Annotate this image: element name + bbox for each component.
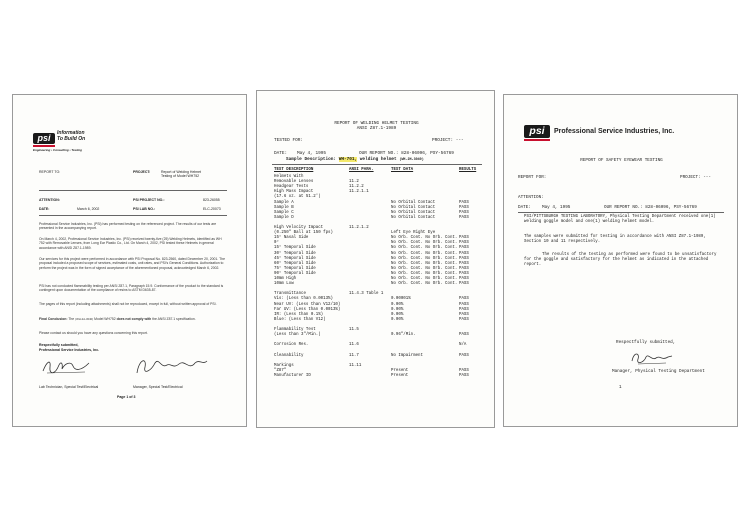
final-conclusion [39,317,227,321]
signer-lab-technician-title: Lab Technician, Special Test/Electrical [39,385,99,389]
final-conclusion-model: Model WH752 [94,317,116,321]
signer-title: Manager, Physical Testing Department [612,369,705,374]
attention-label: ATTENTION: [39,198,60,202]
row-test-data: No Orb. Cont. No Orb. Cont. [391,271,458,276]
divider [272,164,482,165]
row-result: PASS [459,282,469,287]
row-test-data: Present [391,368,409,373]
report-title-line-2: ANSI Z87.1-1989 [356,126,397,131]
row-description: Corrosion Res. [274,343,309,348]
logo-accent [524,139,550,141]
row-description: Vis: (Less than 0.0013%) [274,297,333,302]
row-description: Sample A [274,200,294,205]
report-number: OUR REPORT NO.: 828-06096, PSY-56769 [359,151,454,156]
row-result: N/A [459,343,467,348]
row-result: PASS [459,368,469,373]
project-label: PROJECT: [133,170,151,174]
report-title [257,121,495,131]
psi-logo [524,125,550,138]
report-to-label: REPORT TO: [39,170,61,174]
project-label: PROJECT: --- [432,138,464,143]
date-label: DATE: [274,151,288,156]
attention-label: ATTENTION: [518,195,544,200]
row-description: Removable Lenses [274,180,314,185]
row-test-data: 0.96"/Min. [391,333,416,338]
col-header-test-description: TEST DESCRIPTION [274,168,314,172]
row-description: (0.250" Ball at 150 fps) [274,231,333,236]
row-description: 45° Temporal Side [274,256,316,261]
row-test-data: No Orb. Cont. No Orb. Cont. [391,241,458,246]
signature-manager [133,355,211,379]
row-description: Headgear Tests [274,185,309,190]
row-test-data: 0.00% [391,317,404,322]
sample-model-highlight: WH-701, [338,157,358,162]
row-description: Sample B [274,205,294,210]
row-description: 15° Nasal Side [274,236,309,241]
row-result: PASS [459,241,469,246]
row-test-data: No Orb. Cont. No Orb. Cont. [391,261,458,266]
row-description: 60° Temporal Side [274,261,316,266]
row-test-data: No Orbital Contact [391,215,436,220]
divider [39,215,227,216]
row-ansi-para: 11.6 [349,343,359,348]
row-result: PASS [459,210,469,215]
paragraph-submission: The samples were submitted for testing in accordance with ANSI Z87.1-1989, Section 10 and 11 respectively. [524,235,706,245]
page-number: 1 [619,385,622,390]
row-ansi-para: 11.2.2 [349,185,364,190]
row-description: (Less than 3"/Min.) [274,333,321,338]
psi-lab-label: PSI LAB NO.: [133,207,156,211]
paragraph-intro: Professional Service Industries, Inc. (PSI) has performed testing on the referenced project. The results of our tests are presented in the accompanying report. [39,222,217,231]
row-description: Flammability Test [274,328,316,332]
row-result: PASS [459,246,469,251]
sample-description-label: Sample Description: [286,157,337,162]
sample-description [286,157,424,163]
signature-manager [628,349,676,367]
row-description: 15° Temporal Side [274,246,316,251]
row-description: 75° Temporal Side [274,266,316,271]
final-conclusion-tag: (WH-2A-3040) [75,317,94,321]
divider [39,190,227,191]
row-description: IR: (Less than 0.1%) [274,312,324,317]
row-test-data: 0.00% [391,307,404,312]
date-value: March 6, 2002 [77,207,100,211]
row-test-data: No Orbital Contact [391,210,436,215]
report-number: OUR REPORT NO.: 828-06096, PSY-56769 [604,205,697,210]
row-description: "Z87" [274,368,287,373]
date-label: DATE: [39,207,50,211]
logo-tagline [57,131,85,142]
report-title: REPORT OF SAFETY EYEWEAR TESTING [580,158,663,163]
row-test-data: No Impairment [391,353,423,358]
row-test-data: No Orb. Cont. No Orb. Cont. [391,256,458,261]
row-result: PASS [459,353,469,358]
paragraph-services: Our services for this project were performed in accordance with PSI Proposal No. 823-2560, dated December 20, 2001. The proposal included a proposed scope of services, estimated costs, unit rates, and PSI's General Conditions. Authorization to perform the project was in the form of signed acceptance of the aforementioned proposal, acknowledged March 6, 2002. [39,257,225,270]
col-header-test-data: TEST DATA [391,168,414,172]
row-description: Sample C [274,210,294,215]
row-result: PASS [459,302,469,307]
row-test-data: No Orb. Cont. No Orb. Cont. [391,266,458,271]
row-test-data: No Orb. Cont. No Orb. Cont. [391,246,458,251]
tested-for-label: TESTED FOR: [274,138,303,143]
respectfully-submitted: Respectfully submitted, [616,340,676,345]
logo-text: psi [529,125,545,137]
logo-text: psi [37,133,51,143]
divider [518,212,724,213]
row-description: Markings [274,363,294,368]
sample-description-tag: (WH-2H-3040) [399,158,424,162]
row-test-data: Present [391,373,409,378]
report-title-line-1: REPORT OF WELDING HELMET TESTING [334,121,419,126]
row-description: Cleanability [274,353,304,358]
report-page-3 [503,94,738,427]
row-test-data: Left Eye Right Eye [391,231,436,236]
row-result: PASS [459,205,469,210]
paragraph-receipt: On March 4, 2002, Professional Service Industries, Inc. (PSI) received twenty-five (25) Welding Helmets, identified as WH 752 with Removable Lenses, from Long Ear Plastic Co., Ltd. On March 4, 2002, PSI tested these Helmets in general accordance with ANSI Z87.1-1989. [39,237,222,250]
row-test-data: No Orbital Contact [391,200,436,205]
company-name: Professional Service Industries, Inc. [39,348,100,352]
row-description: Sample D [274,215,294,220]
paragraph-results: The results of the testing as performed were found to be unsatisfactory for the goggle and satisfactory for the helmet as indicated in the attached report. [524,253,717,268]
psi-project-value: 823-26055 [203,198,220,202]
row-description: Manufacturer ID [274,373,311,378]
date-value: May 4, 1995 [542,205,571,210]
row-description: 0° [274,241,279,246]
final-conclusion-tail: the ANSI Z87.1 specification. [152,317,196,321]
paragraph-receipt: PSI/PITTSBURGH TESTING LABORATORY, Physical Testing Department received one(1) welding goggle model and one(1) welding helmet model. [524,215,716,225]
report-for-label: REPORT FOR: [518,175,547,180]
row-ansi-para: 11.2 [349,180,359,185]
row-test-data: No Orbital Contact [391,205,436,210]
row-test-data: 0.00% [391,312,404,317]
row-test-data: No Orb. Cont. No Orb. Cont. [391,251,458,256]
logo-tagline-line-2: To Build On [57,135,86,142]
row-ansi-para: 11.2.1.1 [349,190,369,195]
row-result: PASS [459,317,469,322]
psi-project-label: PSI PROJECT NO.: [133,198,165,202]
row-description: 90° Temporal Side [274,271,316,276]
row-description: (17.6 oz. at 51.2') [274,195,321,200]
row-result: PASS [459,271,469,276]
row-result: PASS [459,277,469,281]
project-value [161,170,201,179]
row-ansi-para: 11.2.1.2 [349,226,369,230]
row-result: PASS [459,256,469,261]
row-description: Transmittance [274,292,306,297]
row-result: PASS [459,261,469,266]
row-test-data: 0.00001% [391,297,411,302]
signature-lab-technician [41,357,93,377]
row-description: 10mm High [274,277,297,281]
company-name: Professional Service Industries, Inc. [554,128,675,135]
row-description: Blue: (Less than V12) [274,317,326,322]
psi-lab-value: ELC-20073 [203,207,221,211]
row-test-data: No Orb. Cont. No Orb. Cont. [391,282,458,287]
row-ansi-para: 11.11 [349,363,362,368]
paragraph-flammability: PSI has not conducted flammability testing per ANSI Z87.1, Paragraph 15.9. Conformance of the product to the standard is contingent upon documentation of the compliance of resins to ASTM D635-87. [39,284,224,293]
page-number: Page 1 of 3 [117,395,136,399]
sample-description-text: welding helmet [359,157,397,162]
final-conclusion-text: The [68,317,75,321]
row-ansi-para: 11.4.3 Table 1 [349,292,384,297]
signer-manager-title: Manager, Special Test/Electrical [133,385,183,389]
row-test-data: 0.00% [391,302,404,307]
row-result: PASS [459,297,469,302]
row-description: 10mm Low [274,282,294,287]
logo-subtagline: Engineering • Consulting • Testing [33,148,82,152]
row-test-data: No Orb. Cont. No Orb. Cont. [391,277,458,281]
final-conclusion-label: Final Conclusion: [39,317,68,321]
row-result: PASS [459,251,469,256]
respectfully-submitted: Respectfully submitted, [39,343,79,347]
logo-tagline-line-1: Information [57,130,85,136]
row-description: Helmets With [274,175,304,179]
row-description: High Velocity Impact [274,226,324,230]
row-result: PASS [459,266,469,271]
contact-line: Please contact us should you have any questions concerning this report. [39,331,148,335]
report-page-1 [12,94,247,427]
row-description: Near UV: (Less than V12/10) [274,302,341,307]
row-result: PASS [459,333,469,338]
project-label: PROJECT: --- [680,175,711,180]
logo-accent [33,145,55,147]
row-result: PASS [459,307,469,312]
col-header-results: RESULTS [459,168,477,172]
row-result: PASS [459,215,469,220]
row-description: High Mass Impact [274,190,314,195]
project-value-line-2: Testing of Model WH752 [161,174,200,179]
col-header-ansi-para: ANSI PARA. [349,168,374,172]
date-label: DATE: [518,205,531,210]
row-result: PASS [459,200,469,205]
row-ansi-para: 11.5 [349,328,359,332]
project-value-line-1: Report of Welding Helmet [161,170,202,174]
date-value: May 4, 1995 [297,151,326,156]
row-result: PASS [459,236,469,241]
final-conclusion-verdict: does not comply with [116,317,152,321]
row-description: Far UV: (Less than 0.0013%) [274,307,341,312]
row-description: 30° Temporal Side [274,251,316,256]
row-result: PASS [459,312,469,317]
row-test-data: No Orb. Cont. No Orb. Cont. [391,236,458,241]
psi-logo [33,133,55,144]
report-page-2 [256,90,495,428]
row-result: PASS [459,373,469,378]
row-ansi-para: 11.7 [349,353,359,358]
paragraph-reproduction: The pages of this report (including attachments) shall not be reproduced, except in full, without written approval of PSI. [39,302,217,306]
